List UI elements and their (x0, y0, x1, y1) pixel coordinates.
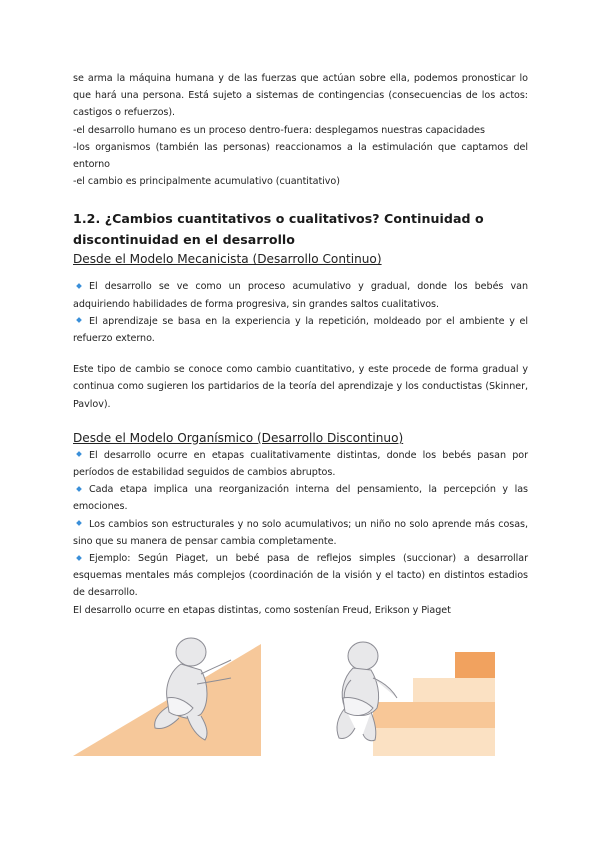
step-1 (373, 702, 495, 728)
organismico-bullet-2: Cada etapa implica una reorganización interna del pensamiento, la percepción y las emociones. (73, 484, 528, 513)
intro-paragraph: se arma la máquina humana y de las fuerzas que actúan sobre ella, podemos pronosticar lo que hará una persona. Está sujeto a sistemas de contingencias (consecuencias de los actos: castigos o refuerzos). (73, 73, 528, 119)
step-base (373, 728, 495, 756)
intro-point-3: -el cambio es principalmente acumulativo (cuantitativo) (73, 176, 340, 188)
organismico-closing: El desarrollo ocurre en etapas distintas, como sostenían Freud, Erikson y Piaget (73, 604, 451, 616)
step-3 (455, 652, 495, 678)
continuous-illustration (73, 638, 261, 756)
document-content (73, 70, 528, 619)
bullet-diamond-icon (76, 555, 82, 561)
bullet-diamond-icon (76, 283, 82, 289)
mecanicista-title: Desde el Modelo Mecanicista (Desarrollo Continuo) (73, 252, 382, 267)
organismico-bullet-3: Los cambios son estructurales y no solo acumulativos; un niño no solo aprende más cosas, sino que su manera de pensar cambia completamente. (73, 518, 528, 547)
discontinuous-illustration (337, 642, 495, 756)
intro-point-2: -los organismos (también las personas) reaccionamos a la estimulación que captamos del entorno (73, 141, 528, 171)
organismico-bullet-4: Ejemplo: Según Piaget, un bebé pasa de reflejos simples (succionar) a desarrollar esquemas mentales más complejos (coordinación de la visión y el tacto) en distintos estadios de desarrollo. (73, 553, 528, 599)
organismico-bullet-1: El desarrollo ocurre en etapas cualitativamente distintas, donde los bebés pasan por períodos de estabilidad seguidos de cambios abruptos. (73, 449, 528, 479)
mecanicista-bullet-2: El aprendizaje se basa en la experiencia y la repetición, moldeado por el ambiente y el refuerzo externo. (73, 315, 528, 345)
development-illustrations (73, 632, 528, 756)
organismico-title: Desde el Modelo Organísmico (Desarrollo Discontinuo) (73, 430, 404, 445)
illustrations-svg (73, 632, 528, 756)
step-2 (413, 678, 495, 702)
bullet-diamond-icon (76, 520, 82, 526)
bullet-diamond-icon (76, 452, 82, 458)
bullet-diamond-icon (76, 317, 82, 323)
mecanicista-paragraph: Este tipo de cambio se conoce como cambio cuantitativo, y este procede de forma gradual y continua como sugieren los partidarios de la teoría del aprendizaje y los conductistas (Skinner, Pavlov). (73, 364, 528, 410)
section-heading: 1.2. ¿Cambios cuantitativos o cualitativos? Continuidad o discontinuidad en el desarrollo (73, 211, 484, 248)
intro-point-1: -el desarrollo humano es un proceso dentro-fuera: desplegamos nuestras capacidades (73, 124, 485, 136)
bullet-diamond-icon (76, 486, 82, 492)
mecanicista-bullet-1: El desarrollo se ve como un proceso acumulativo y gradual, donde los bebés van adquiriendo habilidades de forma progresiva, sin grandes saltos cualitativos. (73, 281, 528, 310)
